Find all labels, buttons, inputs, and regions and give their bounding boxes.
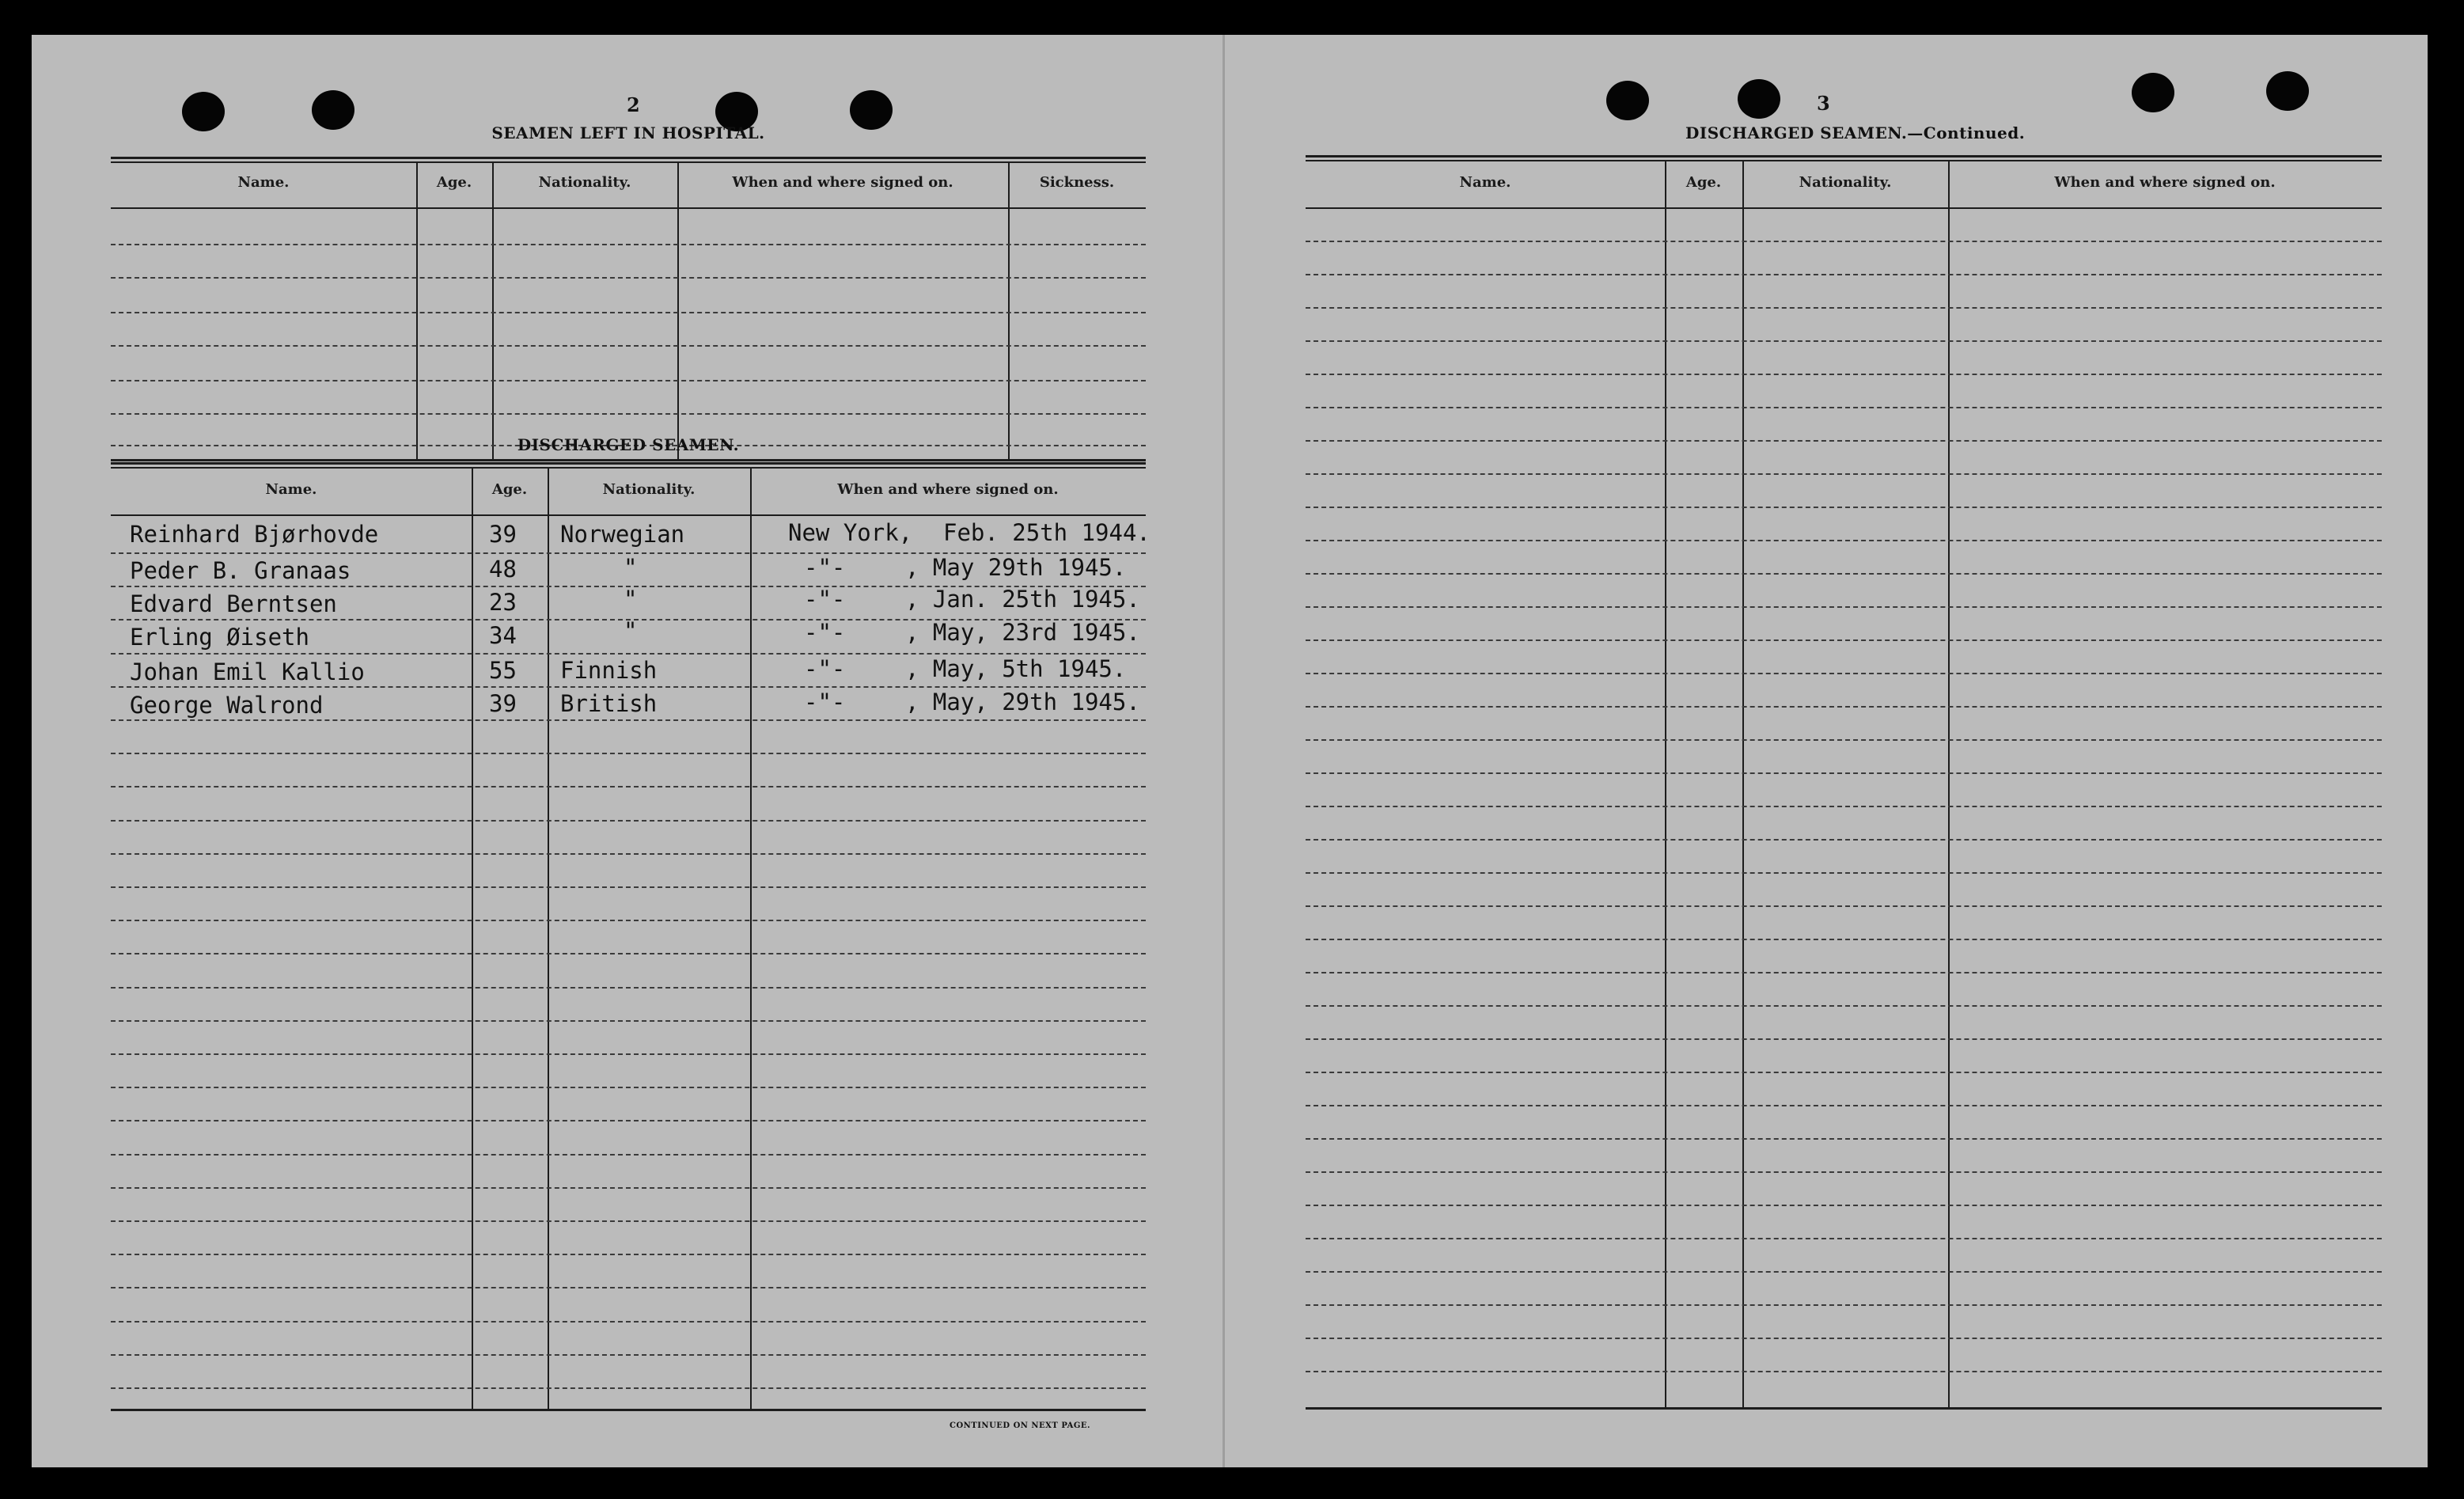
discharged-col-name: Name. bbox=[265, 481, 317, 498]
discharged-col-age: Age. bbox=[491, 481, 528, 498]
right-col-name: Name. bbox=[1459, 174, 1511, 191]
ruled-line bbox=[1306, 241, 2382, 242]
ruled-line bbox=[111, 1321, 1146, 1323]
ruled-line bbox=[1306, 1271, 2382, 1273]
page-number-left: 2 bbox=[627, 93, 640, 116]
page-fold bbox=[1223, 35, 1225, 1467]
ruled-line bbox=[1306, 1238, 2382, 1239]
ruled-line bbox=[1306, 374, 2382, 375]
discharged-head-rule bbox=[111, 514, 1146, 516]
right-divider bbox=[1742, 160, 1744, 1409]
hospital-head-rule bbox=[111, 207, 1146, 209]
ruled-line bbox=[1306, 1138, 2382, 1140]
ruled-line bbox=[1306, 872, 2382, 874]
ruled-line bbox=[1306, 939, 2382, 940]
ruled-line bbox=[111, 1387, 1146, 1389]
discharged-col-signed: When and where signed on. bbox=[837, 481, 1059, 498]
ruled-line bbox=[1306, 440, 2382, 442]
seaman-name: Johan Emil Kallio bbox=[130, 658, 365, 685]
ruled-line bbox=[111, 312, 1146, 313]
ruled-line bbox=[1306, 772, 2382, 774]
seaman-signed-place: New York, bbox=[788, 519, 913, 546]
seaman-signed-place: -"- bbox=[804, 619, 846, 646]
right-col-signed: When and where signed on. bbox=[2054, 174, 2276, 191]
seaman-name: Edvard Berntsen bbox=[130, 590, 337, 617]
punch-hole bbox=[2266, 71, 2309, 111]
seaman-nationality: British bbox=[560, 690, 658, 717]
ruled-line bbox=[111, 719, 1146, 721]
seaman-signed-date: , Jan. 25th 1945. bbox=[905, 586, 1140, 613]
ruled-line bbox=[111, 853, 1146, 855]
ruled-line bbox=[1306, 1338, 2382, 1339]
ruled-line bbox=[111, 345, 1146, 347]
ruled-line bbox=[1306, 839, 2382, 841]
right-divider bbox=[1948, 160, 1950, 1409]
discharged-top-rule bbox=[111, 462, 1146, 465]
ruled-line bbox=[1306, 1105, 2382, 1106]
ruled-line bbox=[1306, 1171, 2382, 1173]
ruled-line bbox=[111, 653, 1146, 655]
ruled-line bbox=[1306, 1038, 2382, 1040]
ruled-line bbox=[1306, 1304, 2382, 1306]
right-bottom-rule bbox=[1306, 1407, 2382, 1410]
seaman-signed-place: -"- bbox=[804, 586, 846, 613]
ruled-line bbox=[1306, 1005, 2382, 1007]
register-sheet bbox=[32, 35, 2428, 1467]
seaman-signed-place: -"- bbox=[804, 655, 846, 682]
seaman-age: 23 bbox=[489, 589, 517, 616]
ruled-line bbox=[1306, 739, 2382, 741]
seaman-signed-place: -"- bbox=[804, 689, 846, 715]
ruled-line bbox=[111, 1053, 1146, 1055]
seaman-name: Reinhard Bjørhovde bbox=[130, 521, 379, 548]
punch-hole bbox=[2132, 73, 2174, 112]
ruled-line bbox=[111, 1120, 1146, 1121]
right-divider bbox=[1665, 160, 1666, 1409]
seaman-age: 55 bbox=[489, 657, 517, 684]
seaman-signed-date: , May, 5th 1945. bbox=[905, 655, 1127, 682]
hospital-col-sickness: Sickness. bbox=[1039, 174, 1115, 191]
hospital-bottom-rule bbox=[111, 459, 1146, 461]
discharged-bottom-rule bbox=[111, 1409, 1146, 1411]
ruled-line bbox=[1306, 972, 2382, 973]
seaman-age: 48 bbox=[489, 556, 517, 583]
ruled-line bbox=[111, 953, 1146, 954]
ruled-line bbox=[1306, 1205, 2382, 1206]
seaman-signed-date: , May, 29th 1945. bbox=[905, 689, 1140, 715]
discharged-section-title: DISCHARGED SEAMEN. bbox=[517, 435, 740, 454]
hospital-top-rule-2 bbox=[111, 161, 1146, 163]
ruled-line bbox=[111, 1187, 1146, 1189]
discharged-top-rule-2 bbox=[111, 467, 1146, 469]
ruled-line bbox=[111, 277, 1146, 279]
ruled-line bbox=[1306, 706, 2382, 708]
ruled-line bbox=[111, 1020, 1146, 1022]
ruled-line bbox=[111, 244, 1146, 245]
ruled-line bbox=[111, 1354, 1146, 1356]
ruled-line bbox=[1306, 1371, 2382, 1372]
right-col-age: Age. bbox=[1685, 174, 1722, 191]
ruled-line bbox=[1306, 806, 2382, 807]
ruled-line bbox=[1306, 540, 2382, 541]
ruled-line bbox=[111, 920, 1146, 921]
right-top-rule-2 bbox=[1306, 160, 2382, 161]
ruled-line bbox=[1306, 473, 2382, 475]
seaman-signed-date: Feb. 25th 1944. bbox=[943, 519, 1150, 546]
ruled-line bbox=[111, 686, 1146, 688]
ruled-line bbox=[111, 820, 1146, 822]
right-top-rule bbox=[1306, 155, 2382, 157]
discharged-col-nationality: Nationality. bbox=[602, 481, 696, 498]
ruled-line bbox=[1306, 274, 2382, 275]
ruled-line bbox=[111, 1087, 1146, 1088]
seaman-nationality: " bbox=[624, 617, 638, 644]
ruled-line bbox=[1306, 1072, 2382, 1073]
hospital-col-signed: When and where signed on. bbox=[732, 174, 953, 191]
ruled-line bbox=[111, 1220, 1146, 1222]
seaman-nationality: Norwegian bbox=[560, 521, 685, 548]
ruled-line bbox=[111, 1254, 1146, 1255]
hospital-col-age: Age. bbox=[436, 174, 472, 191]
seaman-name: George Walrond bbox=[130, 692, 324, 719]
ruled-line bbox=[111, 886, 1146, 888]
discharged-divider bbox=[750, 469, 752, 1410]
seaman-age: 39 bbox=[489, 690, 517, 717]
punch-hole bbox=[1606, 81, 1649, 120]
hospital-divider bbox=[677, 161, 679, 461]
continued-footer: CONTINUED ON NEXT PAGE. bbox=[950, 1421, 1091, 1430]
seaman-signed-date: , May, 23rd 1945. bbox=[905, 619, 1140, 646]
right-section-title: DISCHARGED SEAMEN.—Continued. bbox=[1685, 123, 2026, 142]
seaman-age: 34 bbox=[489, 622, 517, 649]
ruled-line bbox=[111, 753, 1146, 754]
seaman-age: 39 bbox=[489, 521, 517, 548]
seaman-name: Erling Øiseth bbox=[130, 624, 309, 651]
hospital-divider bbox=[1008, 161, 1010, 461]
hospital-divider bbox=[492, 161, 494, 461]
ruled-line bbox=[1306, 905, 2382, 907]
discharged-divider bbox=[472, 469, 473, 1410]
right-head-rule bbox=[1306, 207, 2382, 209]
discharged-divider bbox=[548, 469, 549, 1410]
ruled-line bbox=[111, 413, 1146, 415]
ruled-line bbox=[1306, 340, 2382, 342]
seaman-signed-date: , May 29th 1945. bbox=[905, 554, 1127, 581]
ruled-line bbox=[1306, 407, 2382, 408]
ruled-line bbox=[1306, 639, 2382, 641]
ruled-line bbox=[1306, 507, 2382, 508]
right-col-nationality: Nationality. bbox=[1799, 174, 1892, 191]
ruled-line bbox=[111, 1287, 1146, 1288]
ruled-line bbox=[111, 786, 1146, 787]
hospital-col-nationality: Nationality. bbox=[538, 174, 631, 191]
hospital-top-rule bbox=[111, 157, 1146, 159]
ruled-line bbox=[111, 987, 1146, 989]
seaman-name: Peder B. Granaas bbox=[130, 557, 351, 584]
seaman-nationality: " bbox=[624, 586, 638, 613]
hospital-divider bbox=[416, 161, 418, 461]
ruled-line bbox=[1306, 573, 2382, 575]
page-number-right: 3 bbox=[1817, 92, 1830, 115]
seaman-nationality: Finnish bbox=[560, 657, 658, 684]
punch-hole bbox=[1738, 79, 1780, 119]
hospital-section-title: SEAMEN LEFT IN HOSPITAL. bbox=[491, 123, 765, 142]
seaman-nationality: " bbox=[624, 554, 638, 581]
ruled-line bbox=[1306, 606, 2382, 608]
ruled-line bbox=[1306, 673, 2382, 674]
hospital-col-name: Name. bbox=[237, 174, 290, 191]
seaman-signed-place: -"- bbox=[804, 554, 846, 581]
ruled-line bbox=[111, 380, 1146, 381]
ruled-line bbox=[1306, 307, 2382, 309]
ruled-line bbox=[111, 1154, 1146, 1156]
